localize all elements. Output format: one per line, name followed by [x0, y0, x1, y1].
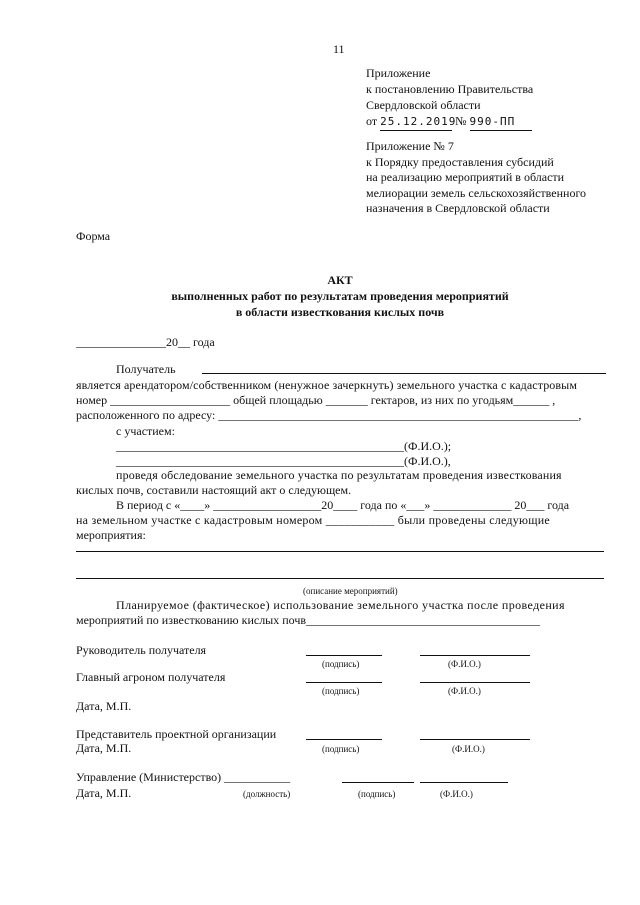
appendix7-line: к Порядку предоставления субсидий [366, 154, 554, 169]
body-line: является арендатором/собственником (ненужное зачеркнуть) земельного участка с кадастровым [76, 378, 578, 392]
signature-line [306, 655, 382, 656]
body-line: мероприятия: [76, 528, 146, 542]
body-line: номер ____________________ общей площадью _______ гектаров, из них по угодьям______ , [76, 393, 556, 407]
title-line: АКТ [327, 273, 353, 287]
signature-caption: (подпись) [322, 659, 360, 669]
appendix7-line: Приложение № 7 [366, 139, 454, 153]
appendix7-line: на реализацию мероприятий в области [366, 170, 565, 184]
signature-line [306, 682, 382, 683]
body-line: кислых почв, составили настоящий акт о следующем. [76, 483, 352, 497]
measures-line-1 [76, 551, 604, 552]
position-caption: (должность) [243, 789, 291, 799]
agronomist-label: Главный агроном получателя [76, 670, 226, 684]
participant-line-1: ________________________________________________(Ф.И.О.); [116, 439, 452, 453]
body-line: Планируемое (фактическое) использование земельного участка после проведения [116, 598, 565, 612]
appendix-line: Приложение [366, 66, 431, 80]
appendix-block [366, 65, 533, 131]
fio-caption: (Ф.И.О.) [448, 686, 481, 696]
ministry-label: Управление (Министерство) ___________ [76, 770, 291, 784]
act-date-line: _______________20__ года [76, 335, 215, 349]
form-label: Форма [76, 229, 111, 243]
appendix7-line: назначения в Свердловской области [366, 201, 550, 215]
signature-line [306, 739, 382, 740]
body-line: проведя обследование земельного участка по результатам проведения известкования [116, 468, 562, 482]
title-line: выполненных работ по результатам проведения мероприятий [171, 289, 509, 303]
measures-line-2 [76, 578, 604, 579]
fio-caption: (Ф.И.О.) [448, 659, 481, 669]
signature-caption: (подпись) [322, 744, 360, 754]
appendix7-line: мелиорации земель сельскохозяйственного [366, 185, 587, 200]
fio-line [420, 782, 508, 783]
appendix-line: к постановлению Правительства [366, 82, 534, 96]
appendix-date-line [366, 113, 533, 131]
signature-caption: (подпись) [322, 686, 360, 696]
body-line: мероприятий по известкованию кислых почв_______________________________________ [76, 613, 541, 627]
fio-line [420, 739, 530, 740]
signature-caption: (подпись) [358, 789, 396, 799]
participant-line-2: ________________________________________________(Ф.И.О.), [116, 454, 451, 468]
fio-caption: (Ф.И.О.) [452, 744, 485, 754]
number-sign: № [455, 114, 467, 128]
from-prefix: от [366, 114, 378, 128]
measures-caption: (описание мероприятий) [303, 586, 398, 596]
document-title [0, 272, 640, 320]
appendix-number: 990-ПП [470, 114, 532, 131]
page-number: 11 [333, 42, 345, 56]
appendix7-block [366, 139, 586, 217]
body-line: расположенного по адресу: ____________________________________________________________, [76, 408, 582, 422]
recipient-label: Получатель [116, 362, 176, 376]
date-mp: Дата, М.П. [76, 699, 132, 713]
appendix-date: 25.12.2019 [380, 114, 452, 131]
signature-line [342, 782, 414, 783]
date-mp: Дата, М.П. [76, 786, 132, 800]
appendix-line: Свердловской области [366, 98, 481, 112]
fio-line [420, 682, 530, 683]
fio-caption: (Ф.И.О.) [440, 789, 473, 799]
body-line: на земельном участке с кадастровым номером ___________ были проведены следующие [76, 513, 550, 527]
title-line: в области известкования кислых почв [235, 305, 445, 319]
designer-label: Представитель проектной организации [76, 727, 277, 741]
recipient-line [202, 373, 606, 374]
period-line: В период с «____» __________________20____ года по «___» _____________ 20___ года [116, 498, 570, 512]
body-line: с участием: [116, 424, 175, 438]
head-label: Руководитель получателя [76, 643, 207, 657]
date-mp: Дата, М.П. [76, 741, 132, 755]
fio-line [420, 655, 530, 656]
